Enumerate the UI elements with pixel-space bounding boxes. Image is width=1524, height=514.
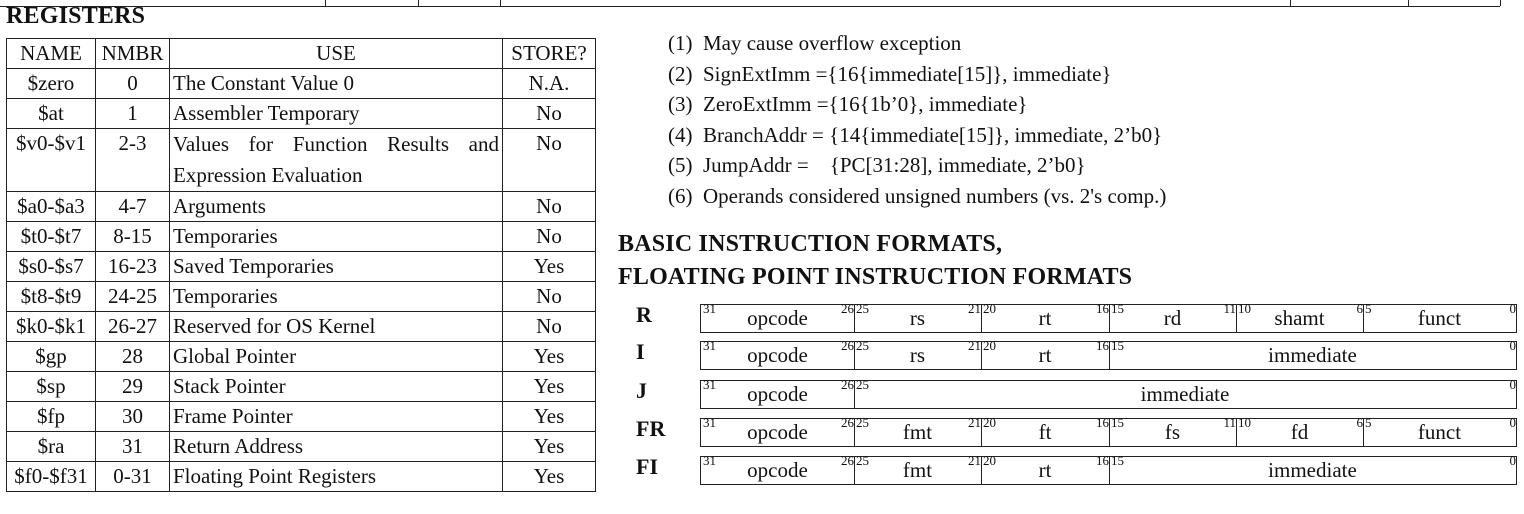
field-name: fs bbox=[1164, 420, 1181, 444]
bit-low: 26 bbox=[841, 338, 854, 353]
bit-low: 6 bbox=[1356, 301, 1363, 316]
format-label: J bbox=[636, 378, 647, 403]
reg-store: No bbox=[503, 129, 596, 192]
reg-store: Yes bbox=[503, 402, 596, 432]
bit-low: 16 bbox=[1096, 453, 1109, 468]
bit-high: 31 bbox=[703, 338, 716, 353]
field-name: rs bbox=[909, 343, 926, 367]
reg-number: 8-15 bbox=[96, 222, 170, 252]
header-nmbr: NMBR bbox=[96, 39, 170, 69]
reg-number: 16-23 bbox=[96, 252, 170, 282]
reg-use: The Constant Value 0 bbox=[170, 69, 503, 99]
reg-store: No bbox=[503, 192, 596, 222]
bit-low: 0 bbox=[1509, 453, 1516, 468]
bit-low: 11 bbox=[1223, 415, 1236, 430]
footnote: (6) Operands considered unsigned numbers (vs. 2's comp.) bbox=[668, 183, 1167, 208]
reg-use: Temporaries bbox=[170, 282, 503, 312]
bit-high: 15 bbox=[1111, 301, 1124, 316]
bit-low: 21 bbox=[968, 301, 981, 316]
reg-store: No bbox=[503, 312, 596, 342]
bit-high: 5 bbox=[1365, 301, 1372, 316]
reg-store: Yes bbox=[503, 342, 596, 372]
bit-high: 15 bbox=[1111, 453, 1124, 468]
reg-use: Global Pointer bbox=[170, 342, 503, 372]
reg-use-line2: Expression Evaluation bbox=[173, 163, 363, 187]
reg-name: $f0-$f31 bbox=[7, 462, 96, 492]
bit-high: 25 bbox=[856, 415, 869, 430]
table-row bbox=[7, 372, 596, 402]
divider-tick bbox=[418, 0, 419, 6]
bit-low: 0 bbox=[1509, 338, 1516, 353]
field-name: rs bbox=[909, 306, 926, 330]
reg-name: $k0-$k1 bbox=[7, 312, 96, 342]
reg-number: 0 bbox=[96, 69, 170, 99]
bit-low: 26 bbox=[841, 415, 854, 430]
reg-name: $at bbox=[7, 99, 96, 129]
field-name: funct bbox=[1417, 420, 1462, 444]
bit-low: 16 bbox=[1096, 338, 1109, 353]
bit-low: 26 bbox=[841, 453, 854, 468]
top-divider bbox=[0, 0, 1500, 7]
table-row bbox=[7, 99, 596, 129]
reg-number: 4-7 bbox=[96, 192, 170, 222]
reg-store: Yes bbox=[503, 462, 596, 492]
bit-high: 10 bbox=[1238, 301, 1251, 316]
field-name: ft bbox=[1038, 420, 1052, 444]
registers-table bbox=[6, 38, 596, 492]
bit-low: 11 bbox=[1223, 301, 1236, 316]
footnote: (2) SignExtImm ={16{immediate[15]}, immediate} bbox=[668, 61, 1112, 86]
table-row bbox=[7, 252, 596, 282]
bit-high: 25 bbox=[856, 453, 869, 468]
reg-name: $zero bbox=[7, 69, 96, 99]
reg-number: 24-25 bbox=[96, 282, 170, 312]
divider-tick bbox=[1408, 0, 1409, 6]
reg-use-line1: Values for Function Results and bbox=[173, 132, 499, 156]
bit-low: 6 bbox=[1356, 415, 1363, 430]
divider-tick bbox=[1290, 0, 1291, 6]
table-row bbox=[7, 192, 596, 222]
bit-high: 15 bbox=[1111, 338, 1124, 353]
table-row bbox=[7, 402, 596, 432]
bit-low: 26 bbox=[841, 377, 854, 392]
bit-high: 5 bbox=[1365, 415, 1372, 430]
reg-use: Return Address bbox=[170, 432, 503, 462]
reg-store: Yes bbox=[503, 252, 596, 282]
table-row bbox=[7, 342, 596, 372]
reg-name: $gp bbox=[7, 342, 96, 372]
field-name: opcode bbox=[747, 458, 808, 482]
field-name: rd bbox=[1163, 306, 1182, 330]
bit-high: 20 bbox=[983, 415, 996, 430]
reg-use: Reserved for OS Kernel bbox=[170, 312, 503, 342]
divider-tick bbox=[500, 0, 501, 6]
format-box bbox=[700, 377, 1517, 409]
field-name: shamt bbox=[1274, 306, 1325, 330]
format-label: I bbox=[636, 339, 645, 364]
field-name: rt bbox=[1038, 458, 1052, 482]
field-name: fmt bbox=[902, 420, 933, 444]
reg-name: $s0-$s7 bbox=[7, 252, 96, 282]
reg-use: Saved Temporaries bbox=[170, 252, 503, 282]
bit-high: 31 bbox=[703, 453, 716, 468]
field-name: rt bbox=[1038, 343, 1052, 367]
reg-name: $sp bbox=[7, 372, 96, 402]
reg-use: Floating Point Registers bbox=[170, 462, 503, 492]
bit-low: 16 bbox=[1096, 415, 1109, 430]
bit-high: 10 bbox=[1238, 415, 1251, 430]
footnote: (1) May cause overflow exception bbox=[668, 31, 962, 55]
footnote: (4) BranchAddr = {14{immediate[15]}, immediate, 2’b0} bbox=[668, 122, 1163, 147]
reg-number: 31 bbox=[96, 432, 170, 462]
field-name: immediate bbox=[1140, 382, 1230, 406]
bit-low: 21 bbox=[968, 338, 981, 353]
field-name: funct bbox=[1417, 306, 1462, 330]
field-name: immediate bbox=[1268, 458, 1357, 482]
bit-high: 20 bbox=[983, 453, 996, 468]
bit-low: 21 bbox=[968, 453, 981, 468]
header-store: STORE? bbox=[503, 39, 596, 69]
format-label: R bbox=[636, 302, 652, 327]
reg-use: Arguments bbox=[170, 192, 503, 222]
bit-high: 20 bbox=[983, 301, 996, 316]
header-name: NAME bbox=[7, 39, 96, 69]
reg-name: $ra bbox=[7, 432, 96, 462]
format-box bbox=[700, 301, 1517, 333]
reg-number: 2-3 bbox=[96, 129, 170, 192]
reg-use: Frame Pointer bbox=[170, 402, 503, 432]
divider-tick bbox=[1500, 0, 1501, 6]
bit-low: 0 bbox=[1509, 415, 1516, 430]
reg-number: 26-27 bbox=[96, 312, 170, 342]
footnote: (3) ZeroExtImm ={16{1b’0}, immediate} bbox=[668, 92, 1028, 116]
table-row bbox=[7, 432, 596, 462]
bit-high: 15 bbox=[1111, 415, 1124, 430]
field-name: opcode bbox=[747, 420, 808, 444]
bit-high: 20 bbox=[983, 338, 996, 353]
bit-high: 31 bbox=[703, 415, 716, 430]
reg-number: 30 bbox=[96, 402, 170, 432]
bit-low: 21 bbox=[968, 415, 981, 430]
field-name: immediate bbox=[1268, 343, 1357, 367]
format-box bbox=[700, 453, 1517, 485]
footnote: (5) JumpAddr = {PC[31:28], immediate, 2’b0} bbox=[668, 153, 1086, 177]
reg-name: $v0-$v1 bbox=[7, 129, 96, 192]
bit-high: 31 bbox=[703, 377, 716, 392]
reg-number: 29 bbox=[96, 372, 170, 402]
table-row bbox=[7, 69, 596, 99]
header-use: USE bbox=[170, 39, 503, 69]
bit-high: 31 bbox=[703, 301, 716, 316]
formats-title-line1: BASIC INSTRUCTION FORMATS, bbox=[618, 231, 1003, 257]
format-box bbox=[700, 338, 1517, 370]
table-row bbox=[7, 462, 596, 492]
reg-number: 1 bbox=[96, 99, 170, 129]
format-label: FI bbox=[636, 454, 658, 479]
reg-name: $fp bbox=[7, 402, 96, 432]
footnotes-list bbox=[668, 28, 1166, 211]
registers-title: REGISTERS bbox=[6, 3, 146, 29]
reg-name: $t8-$t9 bbox=[7, 282, 96, 312]
format-box bbox=[700, 415, 1517, 447]
reg-use: Assembler Temporary bbox=[170, 99, 503, 129]
bit-high: 25 bbox=[856, 301, 869, 316]
reg-store: No bbox=[503, 222, 596, 252]
reg-use bbox=[170, 129, 503, 192]
bit-high: 25 bbox=[856, 338, 869, 353]
reg-number: 28 bbox=[96, 342, 170, 372]
field-name: opcode bbox=[747, 382, 808, 406]
reg-name: $t0-$t7 bbox=[7, 222, 96, 252]
reg-use: Temporaries bbox=[170, 222, 503, 252]
field-name: fd bbox=[1290, 420, 1309, 444]
bit-low: 26 bbox=[841, 301, 854, 316]
field-name: opcode bbox=[747, 343, 808, 367]
table-row bbox=[7, 129, 596, 192]
table-header-row bbox=[7, 39, 596, 69]
table-row bbox=[7, 312, 596, 342]
table-row bbox=[7, 282, 596, 312]
field-name: rt bbox=[1038, 306, 1052, 330]
reg-use: Stack Pointer bbox=[170, 372, 503, 402]
reg-store: No bbox=[503, 99, 596, 129]
bit-low: 0 bbox=[1509, 301, 1516, 316]
reg-store: No bbox=[503, 282, 596, 312]
reg-number: 0-31 bbox=[96, 462, 170, 492]
reg-name: $a0-$a3 bbox=[7, 192, 96, 222]
bit-low: 0 bbox=[1509, 377, 1516, 392]
format-label: FR bbox=[636, 416, 666, 441]
divider-tick bbox=[325, 0, 326, 6]
bit-high: 25 bbox=[856, 377, 869, 392]
bit-low: 16 bbox=[1096, 301, 1109, 316]
reg-store: N.A. bbox=[503, 69, 596, 99]
field-name: opcode bbox=[747, 306, 808, 330]
field-name: fmt bbox=[902, 458, 933, 482]
formats-title-line2: FLOATING POINT INSTRUCTION FORMATS bbox=[618, 264, 1133, 290]
reg-store: Yes bbox=[503, 372, 596, 402]
reg-store: Yes bbox=[503, 432, 596, 462]
table-row bbox=[7, 222, 596, 252]
